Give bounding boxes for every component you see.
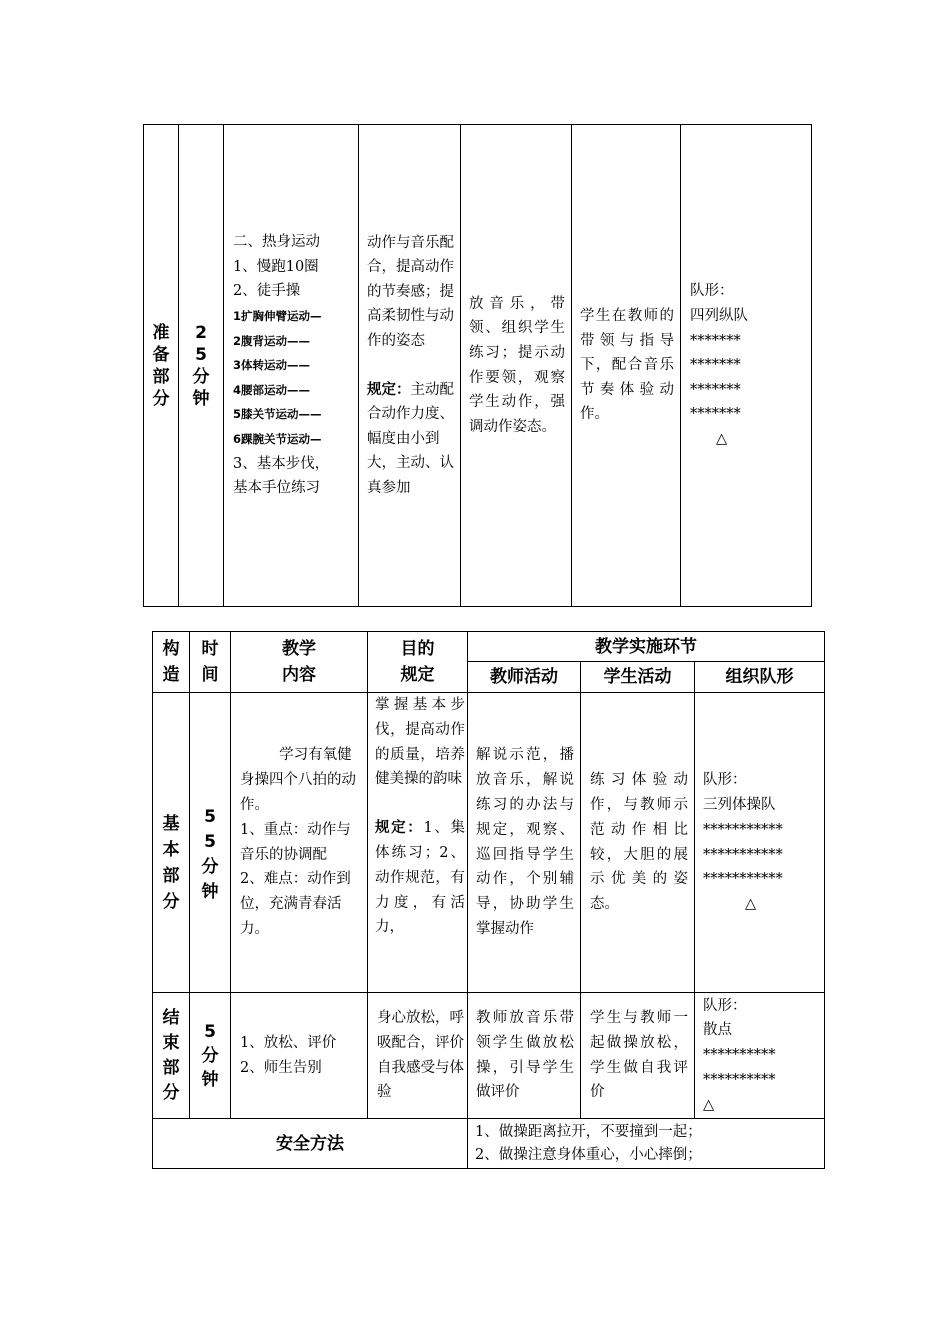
content-line: 2、徒手操 [233,283,301,300]
prep-section: 准备部分 [152,322,170,409]
goal-rule-label: 规定： [367,381,411,398]
prep-table [143,124,812,607]
end-time: 5分钟 [201,1021,219,1090]
formation-teacher-mark: △ [716,430,728,447]
header-impl-cell [468,632,825,662]
header-teacher-cell [468,662,581,693]
formation-line: ******* [690,381,741,398]
prep-goal-cell [359,125,461,607]
end-student: 学生与教师一起做操放松，学生做自我评价 [590,1009,688,1101]
content-line: 5膝关节运动—— [233,407,322,422]
end-content [240,1031,367,1081]
content-line: 基本手位练习 [233,480,320,497]
basic-formation-cell [695,693,825,993]
content-line: 4腰部运动—— [233,382,311,397]
goal-rule-text: 主动配合动作力度、幅度由小到大，主动、认真参加 [367,381,454,496]
content-line: 1扩胸伸臂运动— [233,309,322,324]
formation-line: 四列纵队 [690,308,748,325]
formation-line: ******* [690,406,741,423]
end-time-cell [190,993,231,1119]
formation-line: ******* [690,357,741,374]
prep-teacher: 放音乐，带领、组织学生练习；提示动作要领，观察学生动作，强调动作姿态。 [469,295,565,435]
end-goal: 身心放松，呼吸配合，评价自我感受与体验 [377,1009,464,1101]
basic-student: 练习体验动作，与教师示范动作相比较，大胆的展示优美的姿态。 [590,772,688,913]
header-impl: 教学实施环节 [595,636,697,657]
end-section-cell [153,993,190,1119]
end-section: 结束部分 [162,1007,180,1103]
formation-line: 散点 [703,1022,732,1039]
end-teacher-cell [468,993,581,1119]
content-line: 2腹背运动—— [233,333,311,348]
goal-text: 掌握基本步伐，提高动作的质量，培养健美操的韵味 [375,697,465,788]
content-point: 2、难点：动作到位，充满青春活力。 [240,871,351,937]
prep-formation-cell [681,125,812,607]
formation-line: 队形： [690,283,734,300]
basic-formation [703,768,824,917]
basic-student-cell [581,693,695,993]
goal-rule [375,816,465,940]
safety-items [475,1121,824,1167]
header-formation-cell [695,662,825,693]
header-student-cell [581,662,695,693]
header-structure: 构造 [162,639,180,685]
basic-section: 基本部分 [162,813,180,912]
end-formation-cell [695,993,825,1119]
formation-teacher-mark: △ [745,896,757,913]
main-table [152,631,825,1169]
basic-content-cell [231,693,368,993]
header-formation: 组织队形 [725,667,794,687]
header-structure-cell [153,632,190,693]
header-content: 教学内容 [282,639,316,685]
goal-rule-text: 1、集体练习；2、动作规范，有力度，有活力， [375,820,466,936]
content-line: 1、放松、评价 [240,1034,337,1051]
end-goal-cell [368,993,468,1119]
header-time-cell [190,632,231,693]
prep-section-cell [144,125,179,607]
safety-items-cell [468,1119,825,1169]
basic-teacher: 解说示范，播放音乐，解说练习的办法与规定，观察、巡回指导学生动作，个别辅导，协助学生掌握动作 [476,747,574,937]
goal-rule [367,378,456,501]
end-formation [703,994,824,1118]
formation-line: *********** [703,871,783,888]
end-teacher: 教师放音乐带领学生做放松操，引导学生做评价 [476,1009,574,1101]
basic-section-cell [153,693,190,993]
header-goal-cell [368,632,468,693]
basic-content [240,743,363,941]
basic-time: 55分钟 [201,807,219,902]
content-line: 3、基本步伐， [233,455,330,472]
prep-goal [367,231,456,501]
header-goal: 目的规定 [400,639,435,685]
safety-item: 2、做操注意身体重心，小心摔倒； [475,1146,702,1163]
formation-line: ********** [703,1071,776,1088]
content-point: 1、重点：动作与音乐的协调配 [240,821,351,863]
formation-teacher-mark: △ [703,1096,715,1113]
prep-teacher-cell [461,125,572,607]
content-line: 二、热身运动 [233,234,320,251]
prep-content-cell [224,125,359,607]
basic-time-cell [190,693,231,993]
header-teacher: 教师活动 [490,667,558,687]
end-content-cell [231,993,368,1119]
prep-student-cell [572,125,681,607]
goal-rule-label: 规定： [375,820,424,837]
prep-formation [690,279,811,451]
prep-student: 学生在教师的带领与指导下，配合音乐节奏体验动作。 [580,308,674,423]
basic-goal-cell [368,693,468,993]
formation-line: ******* [690,332,741,349]
formation-line: 队形： [703,772,747,789]
basic-teacher-cell [468,693,581,993]
content-line: 3体转运动—— [233,358,311,373]
prep-content [233,230,358,501]
content-line: 6踝腕关节运动— [233,431,322,446]
formation-line: 队形： [703,997,747,1014]
safety-label-cell [153,1119,468,1169]
content-line: 1、慢跑10圈 [233,258,319,275]
formation-line: *********** [703,846,783,863]
end-student-cell [581,993,695,1119]
goal-text: 动作与音乐配合，提高动作的节奏感；提高柔韧性与动作的姿态 [367,234,454,349]
header-time: 时间 [201,639,219,685]
content-intro: 学习有氧健身操四个八拍的动作。 [240,747,356,813]
formation-line: *********** [703,821,783,838]
formation-line: 三列体操队 [703,796,776,813]
formation-line: ********** [703,1047,776,1064]
header-content-cell [231,632,368,693]
safety-item: 1、做操距离拉开，不要撞到一起； [475,1123,702,1140]
basic-goal [375,693,465,940]
safety-label: 安全方法 [276,1133,344,1154]
header-student: 学生活动 [603,667,672,687]
content-line: 2、师生告别 [240,1059,322,1076]
prep-time-cell [179,125,224,607]
prep-time: 25分钟 [192,322,210,409]
